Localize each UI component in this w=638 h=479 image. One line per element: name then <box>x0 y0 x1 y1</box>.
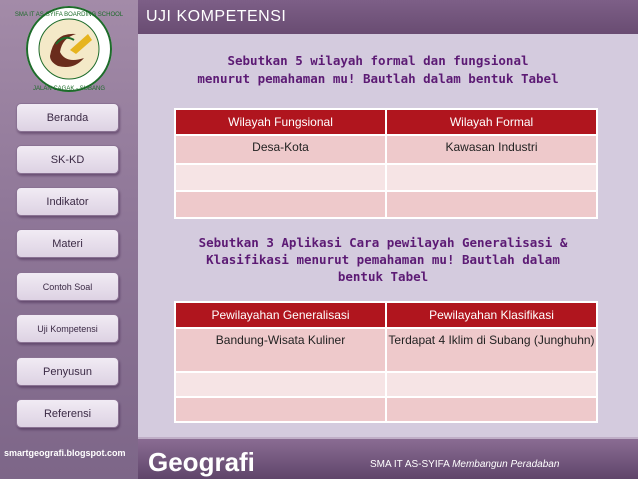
nav-beranda-button[interactable] <box>16 103 119 132</box>
table-row <box>175 164 597 191</box>
table-row <box>175 372 597 397</box>
school-logo <box>10 4 128 94</box>
table-cell <box>175 191 386 218</box>
question-2-line-3: bentuk Tabel <box>337 269 429 284</box>
page-title: UJI KOMPETENSI <box>146 8 287 25</box>
nav-materi-button[interactable] <box>16 229 119 258</box>
nav-penyusun-button[interactable] <box>16 357 119 386</box>
table-header-cell: Wilayah Formal <box>386 109 597 135</box>
table-cell <box>386 397 597 422</box>
footer-motto: Membangun Peradaban <box>452 459 560 470</box>
table-cell <box>386 191 597 218</box>
table-cell <box>175 164 386 191</box>
logo-text: SMA IT AS-SYIFA BOARDING SCHOOL <box>14 12 124 18</box>
table-header-cell: Pewilayahan Klasifikasi <box>386 302 597 328</box>
table-cell <box>386 164 597 191</box>
table-cell: Kawasan Industri <box>386 135 597 164</box>
nav-beranda-label: Beranda <box>46 111 89 124</box>
nav-uji-kompetensi-button[interactable] <box>16 314 119 343</box>
sidebar <box>0 0 138 479</box>
table-cell: Desa-Kota <box>175 135 386 164</box>
table-row <box>175 191 597 218</box>
table-cell <box>175 397 386 422</box>
nav-sk-kd-label: SK-KD <box>50 153 85 166</box>
table-cell <box>386 372 597 397</box>
table-wilayah <box>174 108 598 219</box>
nav-contoh-soal-label: Contoh Soal <box>42 281 93 292</box>
question-2-line-2: Klasifikasi menurut pemahaman mu! Bautlah dalam <box>206 252 560 267</box>
table-cell: Terdapat 4 Iklim di Subang (Junghuhn) <box>386 328 597 372</box>
footer-school-name: SMA IT AS-SYIFA <box>370 459 450 470</box>
nav-contoh-soal-button[interactable] <box>16 272 119 301</box>
nav-referensi-button[interactable] <box>16 399 119 428</box>
question-2-line-1: Sebutkan 3 Aplikasi Cara pewilayah Generalisasi & <box>198 235 568 250</box>
nav-uji-kompetensi-label: Uji Kompetensi <box>37 323 98 334</box>
table-cell: Bandung-Wisata Kuliner <box>175 328 386 372</box>
table-cell <box>175 372 386 397</box>
question-1 <box>138 52 618 88</box>
footer-school-text <box>370 459 559 470</box>
table-header-cell: Wilayah Fungsional <box>175 109 386 135</box>
site-url: smartgeografi.blogspot.com <box>4 448 126 458</box>
main-content <box>138 34 638 437</box>
table-row <box>175 328 597 372</box>
table-pewilayahan <box>174 301 598 423</box>
page-title-bar <box>138 0 638 34</box>
nav-indikator-label: Indikator <box>46 195 89 208</box>
table-row <box>175 135 597 164</box>
footer-bar <box>138 437 638 479</box>
logo-subtext: JALAN CAGAK - SUBANG <box>32 86 106 92</box>
table-header-cell: Pewilayahan Generalisasi <box>175 302 386 328</box>
footer-brand: Geografi <box>148 447 255 477</box>
nav-referensi-label: Referensi <box>43 407 92 420</box>
table-header-row <box>175 109 597 135</box>
table-row <box>175 397 597 422</box>
nav-sk-kd-button[interactable] <box>16 145 119 174</box>
table-header-row <box>175 302 597 328</box>
question-2 <box>178 234 588 285</box>
question-1-line-1: Sebutkan 5 wilayah formal dan fungsional <box>227 53 529 68</box>
nav-indikator-button[interactable] <box>16 187 119 216</box>
nav-penyusun-label: Penyusun <box>43 365 92 378</box>
question-1-line-2: menurut pemahaman mu! Bautlah dalam bentuk Tabel <box>197 71 559 86</box>
nav-materi-label: Materi <box>52 237 83 250</box>
